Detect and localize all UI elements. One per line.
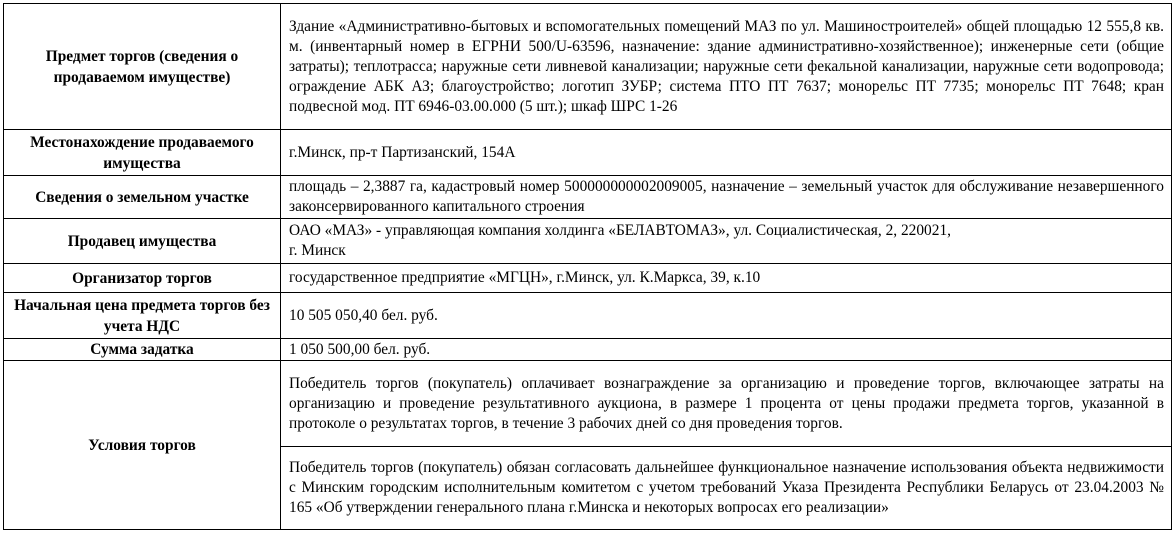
- price-value: 10 505 050,40 бел. руб.: [281, 293, 1172, 339]
- conditions-label: Условия торгов: [4, 361, 281, 530]
- organizer-value: государственное предприятие «МГЦН», г.Минск, ул. К.Маркса, 39, к.10: [281, 264, 1172, 293]
- table-row-subject: [4, 4, 1172, 130]
- deposit-value: 1 050 500,00 бел. руб.: [281, 339, 1172, 361]
- land-value: площадь – 2,3887 га, кадастровый номер 500000000002009005, назначение – земельный участок для обслуживание незавершенного законсервированного капитального строения: [281, 176, 1172, 219]
- table-row-location: [4, 130, 1172, 176]
- seller-value-line-2: г. Минск: [289, 242, 346, 259]
- organizer-label: Организатор торгов: [4, 264, 281, 293]
- location-value: г.Минск, пр-т Партизанский, 154А: [281, 130, 1172, 176]
- table-row-price: [4, 293, 1172, 339]
- price-label: Начальная цена предмета торгов без учета НДС: [4, 293, 281, 339]
- seller-value: [281, 219, 1172, 264]
- table-row-organizer: [4, 264, 1172, 293]
- land-label: Сведения о земельном участке: [4, 176, 281, 219]
- location-label: Местонахождение продаваемого имущества: [4, 130, 281, 176]
- seller-value-line-1: ОАО «МАЗ» - управляющая компания холдинга «БЕЛАВТОМАЗ», ул. Социалистическая, 2, 220021,: [289, 222, 951, 239]
- deposit-label: Сумма задатка: [4, 339, 281, 361]
- conditions-item-1: Победитель торгов (покупатель) оплачивает вознаграждение за организацию и проведение торгов, включающее затраты на организацию и проведение результативного аукциона, в размере 1 процента от цены продажи предмета торгов, указанной в протоколе о результатах торгов, в течение 3 рабочих дней со дня проведения торгов.: [281, 361, 1172, 447]
- conditions-item-2: Победитель торгов (покупатель) обязан согласовать дальнейшее функциональное назначение использования объекта недвижимости с Минским городским исполнительным комитетом с учетом требований Указа Президента Республики Беларусь от 23.04.2003 № 165 «Об утверждении генерального плана г.Минска и некоторых вопросах его реализации»: [281, 447, 1172, 530]
- auction-info-table: [3, 3, 1172, 530]
- table-row-deposit: [4, 339, 1172, 361]
- seller-label: Продавец имущества: [4, 219, 281, 264]
- subject-value: Здание «Административно-бытовых и вспомогательных помещений МАЗ по ул. Машиностроителей» общей площадью 12 555,8 кв. м. (инвентарный номер в ЕГРНИ 500/U-63596, назначение: здание административно-хозяйственное); инженерные сети (общие затраты); теплотрасса; наружные сети ливневой канализации; наружные сети фекальной канализации, наружные сети водопровода; ограждение АБК АЗ; благоустройство; логотип ЗУБР; система ПТО ПТ 7637; монорельс ПТ 7735; монорельс ПТ 7648; кран подвесной мод. ПТ 6946-03.00.000 (5 шт.); шкаф ШРС 1-26: [281, 4, 1172, 130]
- table-row-land: [4, 176, 1172, 219]
- table-row-seller: [4, 219, 1172, 264]
- table-row-conditions-1: [4, 361, 1172, 447]
- subject-label: Предмет торгов (сведения о продаваемом имуществе): [4, 4, 281, 130]
